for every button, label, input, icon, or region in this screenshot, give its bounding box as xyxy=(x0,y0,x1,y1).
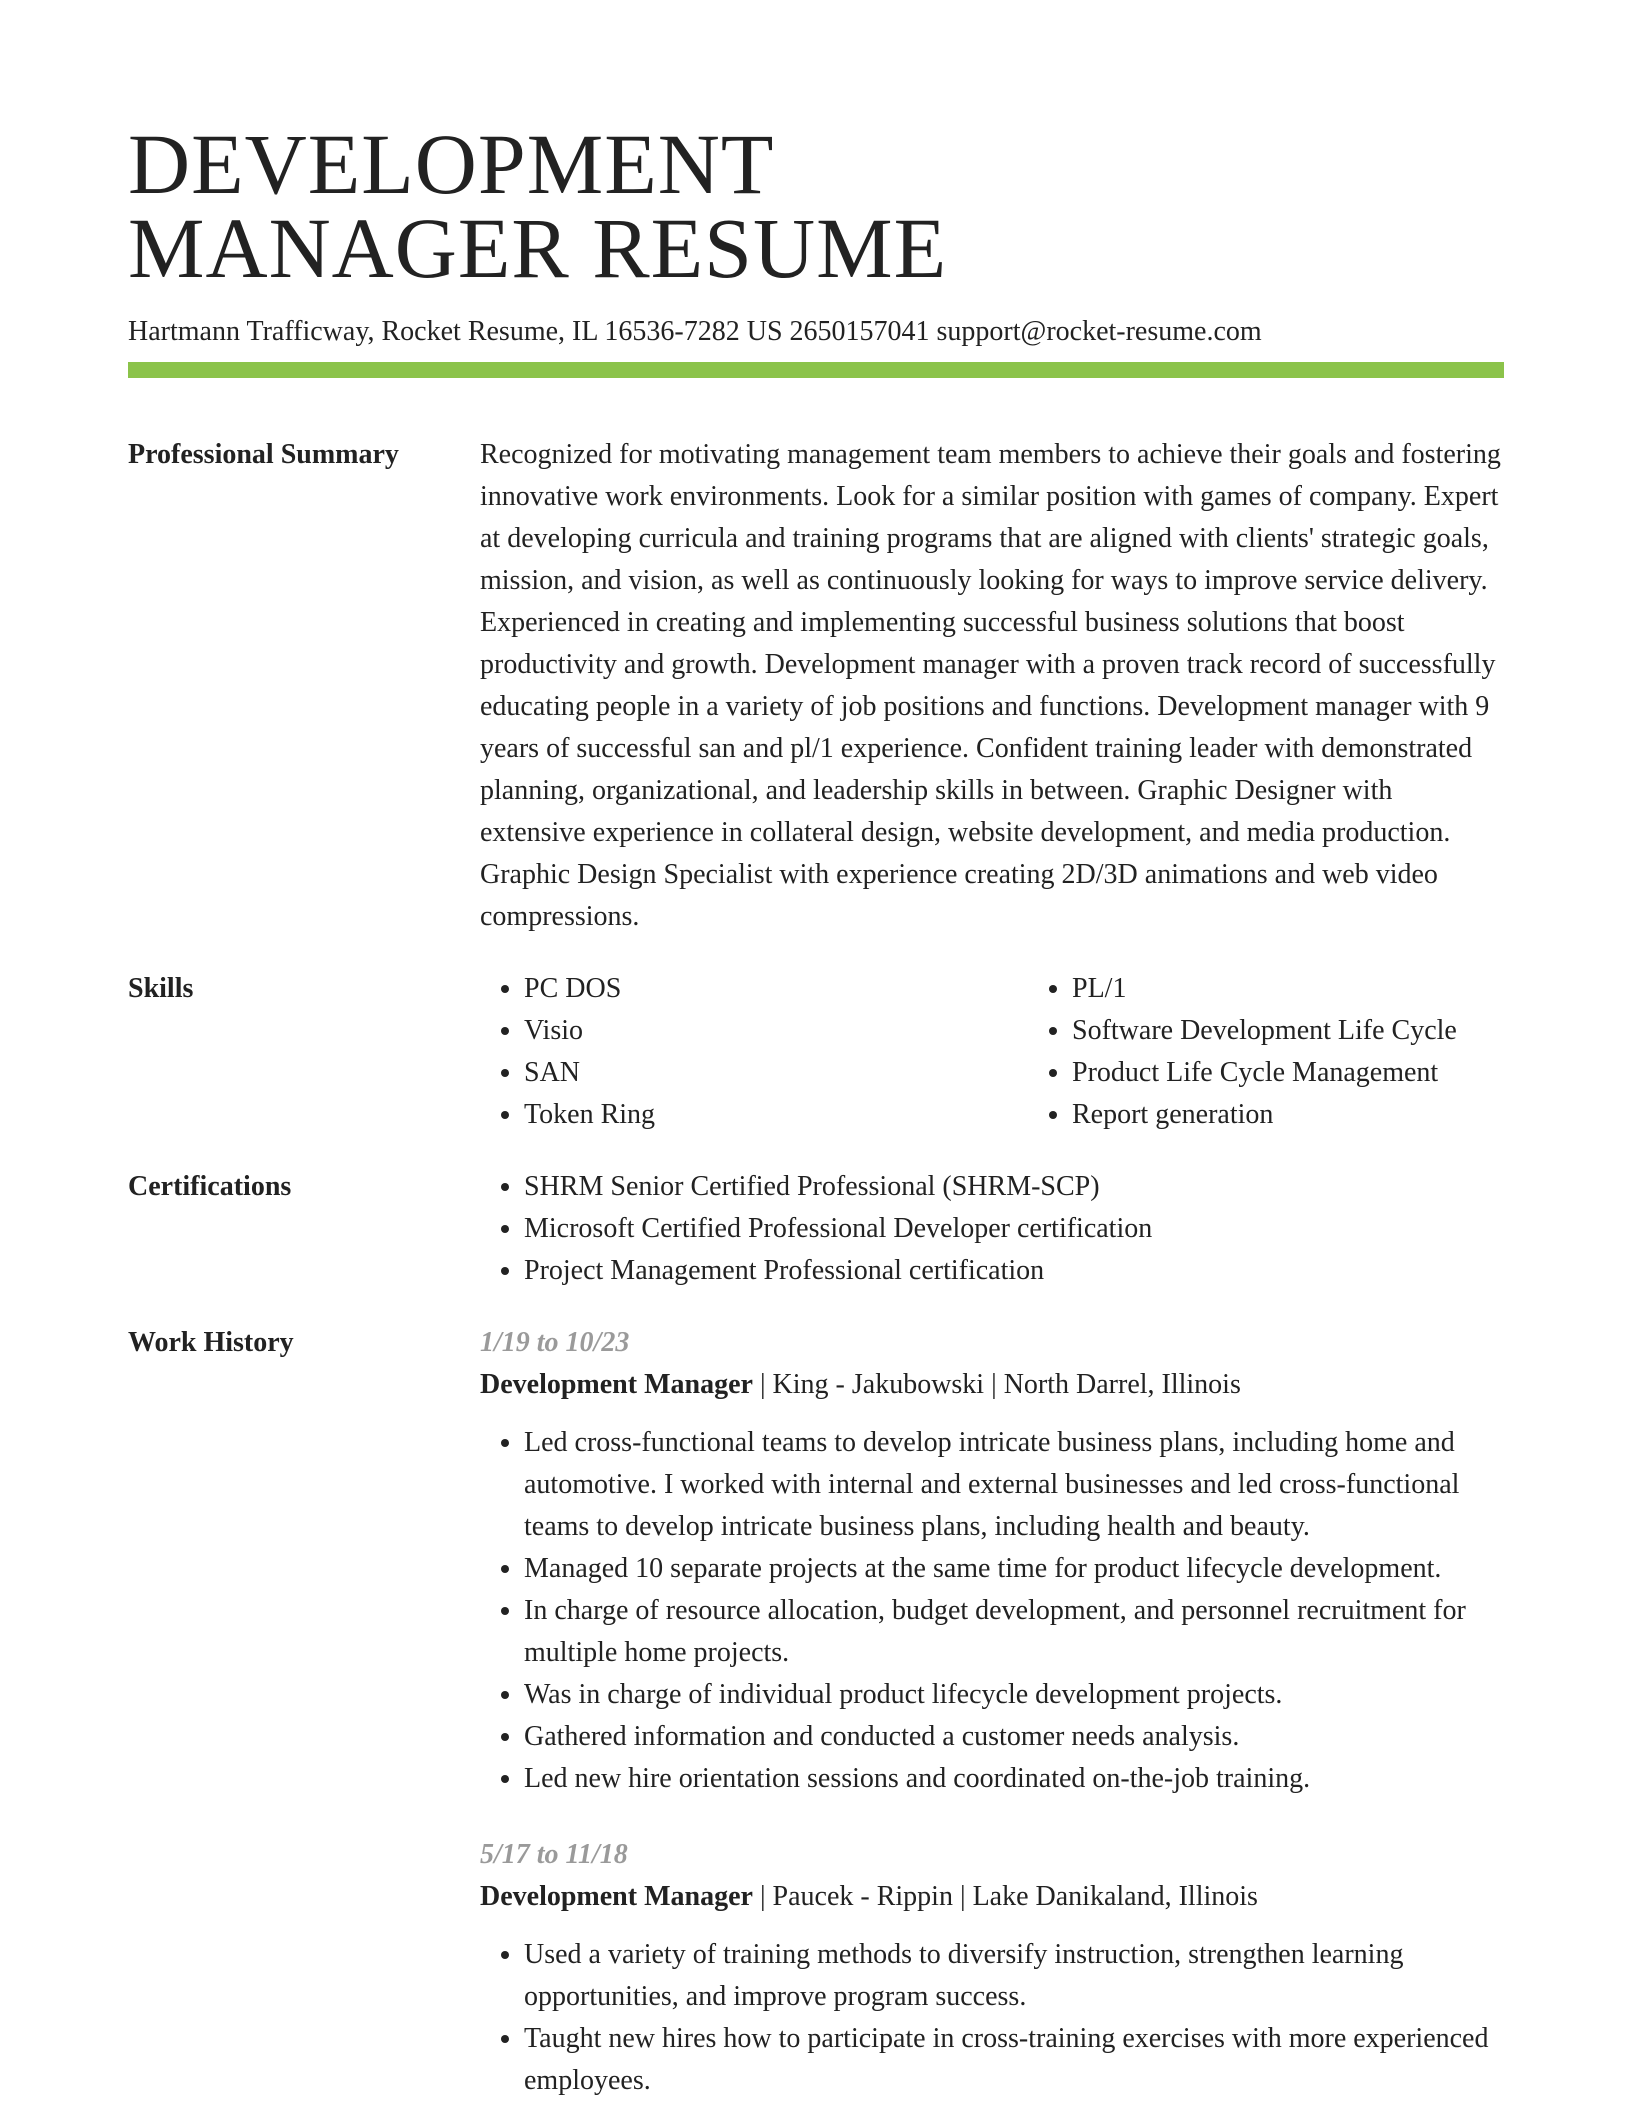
skill-item: • SAN xyxy=(524,1052,1028,1094)
title-line-1: DEVELOPMENT xyxy=(128,116,775,212)
job-details: | Paucek - Rippin | Lake Danikaland, Illinois xyxy=(752,1881,1258,1912)
certification-item: • SHRM Senior Certified Professional (SHRM-SCP) xyxy=(524,1166,1504,1208)
job-header xyxy=(480,1364,1504,1406)
job-bullets xyxy=(480,1934,1504,2102)
job-bullets xyxy=(480,1422,1504,1800)
work-history-section xyxy=(128,1322,1504,2102)
summary-text: Recognized for motivating management team members to achieve their goals and fostering innovative work environments. Look for a similar position with games of company. Expert at developing curricula and training programs that are aligned with clients' strategic goals, mission, and vision, as well as continuously looking for ways to improve service delivery. Experienced in creating and implementing successful business solutions that boost productivity and growth. Development manager with a proven track record of successfully educating people in a variety of job positions and functions. Development manager with 9 years of successful san and pl/1 experience. Confident training leader with demonstrated planning, organizational, and leadership skills in between. Graphic Designer with extensive experience in collateral design, website development, and media production. Graphic Design Specialist with experience creating 2D/3D animations and web video compressions. xyxy=(480,439,1501,932)
certification-item: • Project Management Professional certification xyxy=(524,1250,1504,1292)
certifications-label: Certifications xyxy=(128,1171,292,1202)
job-bullet: • Was in charge of individual product lifecycle development projects. xyxy=(524,1674,1504,1716)
contact-info: Hartmann Trafficway, Rocket Resume, IL 16536-7282 US 2650157041 support@rocket-resume.com xyxy=(128,316,1262,347)
skill-item: • PC DOS xyxy=(524,968,1028,1010)
certification-item: • Microsoft Certified Professional Developer certification xyxy=(524,1208,1504,1250)
job-header xyxy=(480,1876,1504,1918)
skill-item: • Product Life Cycle Management xyxy=(1072,1052,1576,1094)
job-dates: 5/17 to 11/18 xyxy=(480,1839,628,1870)
skills-column-2 xyxy=(1028,968,1576,1136)
job-details: | King - Jakubowski | North Darrel, Illinois xyxy=(752,1369,1241,1400)
title-line-2: MANAGER RESUME xyxy=(128,200,948,296)
skill-item: • Token Ring xyxy=(524,1094,1028,1136)
job-bullet: • Taught new hires how to participate in cross-training exercises with more experienced employees. xyxy=(524,2018,1504,2102)
job-bullet: • Managed 10 separate projects at the same time for product lifecycle development. xyxy=(524,1548,1504,1590)
skill-item: • PL/1 xyxy=(1072,968,1576,1010)
resume-sections xyxy=(128,434,1504,2102)
skills-column-1 xyxy=(480,968,1028,1136)
accent-divider xyxy=(128,362,1504,378)
resume-header xyxy=(128,116,1504,378)
job-bullet: • Led cross-functional teams to develop intricate business plans, including home and automotive. I worked with internal and external businesses and led cross-functional teams to develop intricate business plans, including health and beauty. xyxy=(524,1422,1504,1548)
job-bullet: • In charge of resource allocation, budget development, and personnel recruitment for multiple home projects. xyxy=(524,1590,1504,1674)
page-title xyxy=(128,116,1504,296)
job-entry xyxy=(480,1322,1504,1800)
skills-label: Skills xyxy=(128,973,194,1004)
summary-section xyxy=(128,434,1504,938)
skill-item: • Visio xyxy=(524,1010,1028,1052)
skills-section xyxy=(128,968,1504,1136)
job-dates: 1/19 to 10/23 xyxy=(480,1327,630,1358)
skills-grid xyxy=(480,968,1576,1136)
skill-item: • Report generation xyxy=(1072,1094,1576,1136)
work-history-label: Work History xyxy=(128,1327,294,1358)
job-bullet: • Used a variety of training methods to diversify instruction, strengthen learning opportunities, and improve program success. xyxy=(524,1934,1504,2018)
certifications-section xyxy=(128,1166,1504,1292)
job-title: Development Manager xyxy=(480,1881,753,1912)
summary-label: Professional Summary xyxy=(128,439,399,470)
skill-item: • Software Development Life Cycle xyxy=(1072,1010,1576,1052)
job-title: Development Manager xyxy=(480,1369,753,1400)
job-entry xyxy=(480,1834,1504,2102)
job-bullet: • Led new hire orientation sessions and coordinated on-the-job training. xyxy=(524,1758,1504,1800)
certifications-list xyxy=(480,1166,1504,1292)
job-bullet: • Gathered information and conducted a customer needs analysis. xyxy=(524,1716,1504,1758)
